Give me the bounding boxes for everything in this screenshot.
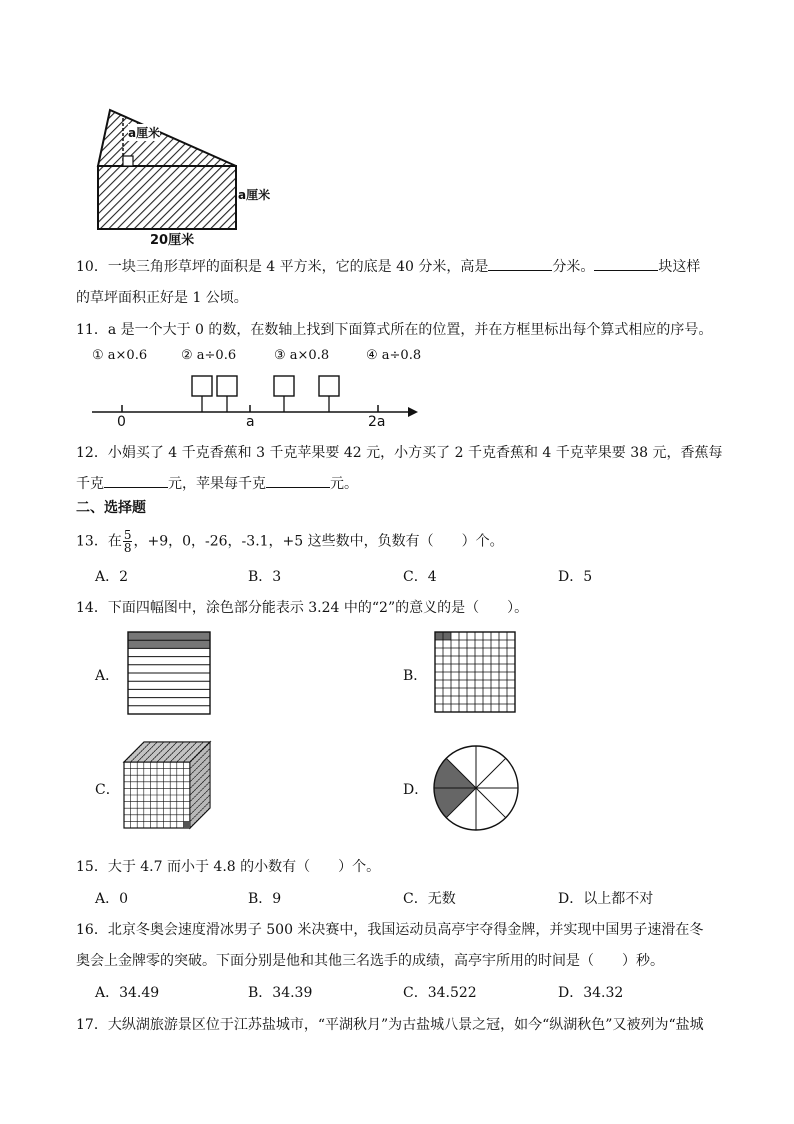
answer-box-3 xyxy=(274,376,294,396)
q13-frac-den: 8 xyxy=(123,541,132,555)
q15-option-d[interactable]: D．以上都不对 xyxy=(558,891,654,907)
q15-option-a[interactable]: A．0 xyxy=(95,891,129,907)
q14-label-b[interactable]: B． xyxy=(403,668,428,684)
q10-text1: 10．一块三角形草坪的面积是 4 平方米，它的底是 40 分米，高是 xyxy=(76,259,489,275)
q13-option-d[interactable]: D．5 xyxy=(558,569,593,585)
q12-text3: 元，苹果每千克 xyxy=(168,476,266,492)
q14-figure-a[interactable] xyxy=(126,630,212,716)
q12-line1: 12．小娟买了 4 千克香蕉和 3 千克苹果要 42 元，小方买了 2 千克香蕉和 4 千克苹果要 38 元，香蕉每 xyxy=(76,445,723,461)
q11-expr-1: ① a×0.6 xyxy=(92,348,148,363)
q16-option-c[interactable]: C．34.522 xyxy=(403,985,477,1001)
q14-figure-b[interactable] xyxy=(433,630,517,714)
q12-line2 xyxy=(76,473,358,493)
axis-label-0: 0 xyxy=(117,414,126,430)
q14-text: 14．下面四幅图中，涂色部分能表示 3.24 中的“2”的意义的是（ ）。 xyxy=(76,600,529,616)
rect-height-label: a厘米 xyxy=(238,188,271,202)
axis-label-2a: 2a xyxy=(368,414,386,430)
q16-option-d[interactable]: D．34.32 xyxy=(558,985,624,1001)
q12-text2: 千克 xyxy=(76,476,104,492)
q11-expr-3: ③ a×0.8 xyxy=(274,348,330,363)
trapezoid-figure xyxy=(88,96,288,246)
q14-figure-c[interactable] xyxy=(120,740,220,836)
q13-option-b[interactable]: B．3 xyxy=(248,569,282,585)
q10-line2: 的草坪面积正好是 1 公顷。 xyxy=(76,290,248,306)
q13-suffix: ，+9，0，-26，-3.1，+5 这些数中，负数有（ ）个。 xyxy=(133,533,504,550)
q11-expr-2: ② a÷0.6 xyxy=(181,348,237,363)
q10-blank2[interactable] xyxy=(594,256,658,271)
answer-box-2 xyxy=(217,376,237,396)
q10-text2: 分米。 xyxy=(552,259,595,275)
q10-text3: 块这样 xyxy=(658,259,701,275)
q15-text: 15．大于 4.7 而小于 4.8 的小数有（ ）个。 xyxy=(76,859,381,875)
answer-box-4 xyxy=(319,376,339,396)
q13-option-a[interactable]: A．2 xyxy=(95,569,129,585)
q13-prefix: 13．在 xyxy=(76,533,122,550)
q14-label-d[interactable]: D． xyxy=(403,782,429,798)
q10-line1 xyxy=(76,256,700,276)
q15-option-b[interactable]: B．9 xyxy=(248,891,282,907)
section-title: 二、选择题 xyxy=(76,500,146,516)
q13-frac-num: 5 xyxy=(123,528,132,542)
q16-option-a[interactable]: A．34.49 xyxy=(95,985,160,1001)
q10-blank1[interactable] xyxy=(488,256,552,271)
triangle-height-label: a厘米 xyxy=(128,126,161,140)
q13-option-c[interactable]: C．4 xyxy=(403,569,437,585)
q14-figure-d[interactable] xyxy=(430,742,522,834)
q12-text4: 元。 xyxy=(330,476,358,492)
q16-option-b[interactable]: B．34.39 xyxy=(248,985,313,1001)
answer-box-1 xyxy=(192,376,212,396)
q17-line1: 17．大纵湖旅游景区位于江苏盐城市，“平湖秋月”为古盐城八景之冠，如今“纵湖秋色”又被列为“盐城 xyxy=(76,1017,704,1033)
q16-line2: 奥会上金牌零的突破。下面分别是他和其他三名选手的成绩，高亭宇所用的时间是（ ）秒。 xyxy=(76,953,664,969)
q13-fraction xyxy=(123,529,133,554)
rectangle-shape xyxy=(98,166,236,229)
triangle-shape xyxy=(98,110,236,166)
q14-label-a[interactable]: A． xyxy=(95,668,120,684)
q12-blank2[interactable] xyxy=(266,473,330,488)
width-label: 20厘米 xyxy=(150,233,195,248)
q14-label-c[interactable]: C． xyxy=(95,782,120,798)
q15-option-c[interactable]: C．无数 xyxy=(403,891,456,907)
q11-text: 11．a 是一个大于 0 的数，在数轴上找到下面算式所在的位置，并在方框里标出每个算式相应的序号。 xyxy=(76,322,713,338)
q16-line1: 16．北京冬奥会速度滑冰男子 500 米决赛中，我国运动员高亭宇夺得金牌，并实现中国男子速滑在冬 xyxy=(76,922,704,938)
q12-blank1[interactable] xyxy=(104,473,168,488)
axis-label-a: a xyxy=(246,414,255,430)
q11-expr-4: ④ a÷0.8 xyxy=(366,348,422,363)
q13-line xyxy=(76,529,504,554)
